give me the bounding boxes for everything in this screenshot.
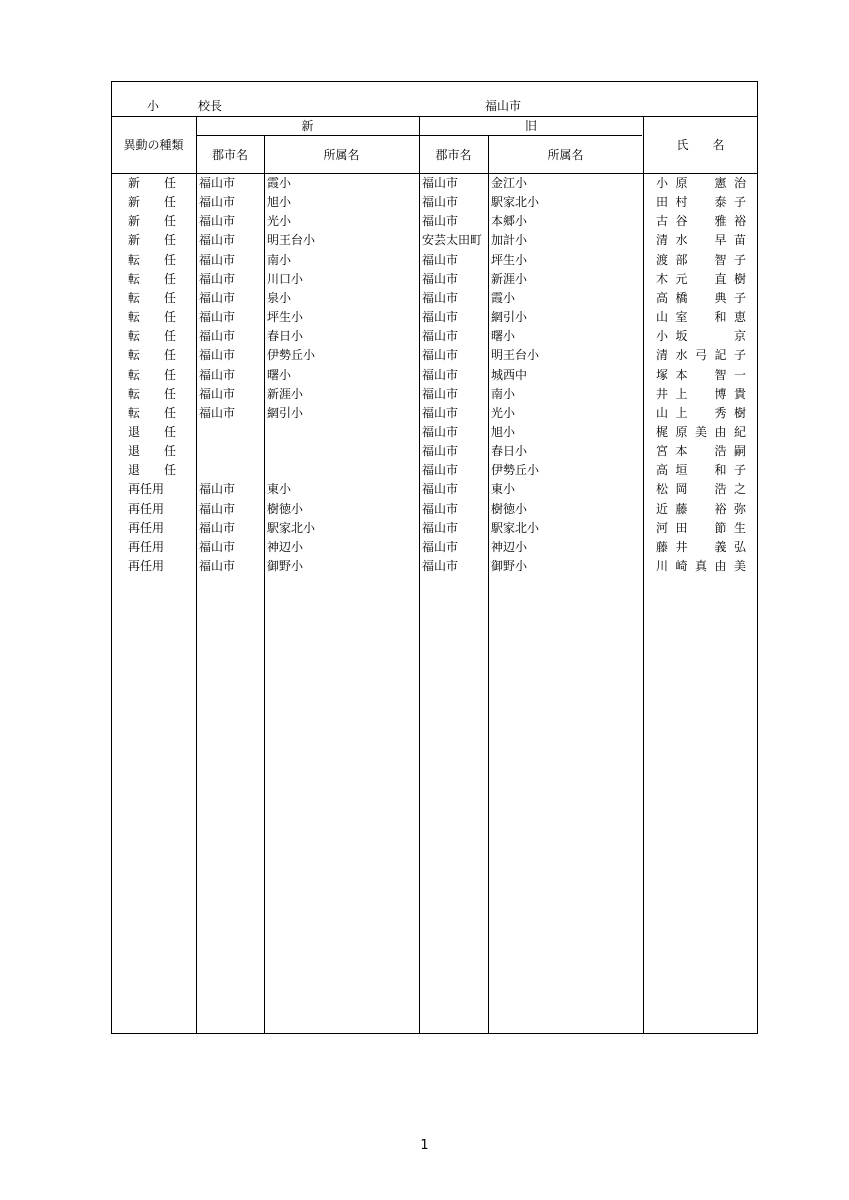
row-old-school: 御野小 bbox=[491, 559, 528, 573]
row-old-city: 福山市 bbox=[422, 405, 459, 420]
row-old-city: 福山市 bbox=[422, 424, 459, 439]
row-new-school: 霞小 bbox=[267, 176, 292, 190]
row-old-school: 旭小 bbox=[491, 424, 516, 439]
row-old-city: 福山市 bbox=[422, 252, 459, 267]
row-type: 再任用 bbox=[128, 539, 165, 554]
page-number: 1 bbox=[420, 1138, 429, 1153]
old-header: 旧 bbox=[524, 119, 537, 133]
row-name: 渡 部 智 子 bbox=[655, 252, 746, 267]
row-name: 宮 本 浩 嗣 bbox=[655, 444, 746, 459]
row-new-city: 福山市 bbox=[199, 214, 236, 229]
row-name: 木 元 直 樹 bbox=[655, 271, 746, 286]
row-new-school: 旭小 bbox=[267, 195, 292, 210]
row-new-city: 福山市 bbox=[199, 290, 236, 305]
row-type: 退 任 bbox=[128, 424, 177, 439]
row-type: 転 任 bbox=[128, 329, 177, 344]
row-old-city: 安芸太田町 bbox=[422, 233, 483, 248]
row-new-city: 福山市 bbox=[199, 386, 236, 401]
row-type: 再任用 bbox=[128, 501, 165, 516]
row-new-city: 福山市 bbox=[199, 329, 236, 344]
school-level-label: 小 bbox=[147, 99, 160, 113]
row-type: 転 任 bbox=[128, 348, 177, 363]
row-new-city: 福山市 bbox=[199, 348, 236, 363]
row-new-city: 福山市 bbox=[199, 501, 236, 516]
row-old-school: 加計小 bbox=[491, 233, 528, 248]
row-old-city: 福山市 bbox=[422, 176, 459, 190]
row-new-school: 春日小 bbox=[267, 329, 304, 344]
row-new-city: 福山市 bbox=[199, 559, 236, 573]
row-new-city: 福山市 bbox=[199, 233, 236, 248]
row-old-school: 東小 bbox=[491, 482, 516, 497]
row-new-school: 伊勢丘小 bbox=[267, 348, 316, 363]
row-new-school: 樹徳小 bbox=[267, 501, 304, 516]
col-divider-new-old bbox=[419, 116, 420, 1034]
row-old-city: 福山市 bbox=[422, 290, 459, 305]
row-new-school: 曙小 bbox=[267, 367, 292, 382]
row-new-city: 福山市 bbox=[199, 195, 236, 210]
row-new-city: 福山市 bbox=[199, 482, 236, 497]
row-new-school: 御野小 bbox=[267, 559, 304, 573]
row-old-school: 南小 bbox=[491, 386, 516, 401]
row-old-school: 金江小 bbox=[491, 176, 528, 190]
row-name: 松 岡 浩 之 bbox=[655, 482, 746, 497]
row-name: 山 上 秀 樹 bbox=[655, 405, 746, 420]
row-old-school: 樹徳小 bbox=[491, 501, 528, 516]
city-label: 福山市 bbox=[485, 99, 522, 113]
row-new-city: 福山市 bbox=[199, 271, 236, 286]
row-name: 塚 本 智 一 bbox=[655, 367, 746, 382]
row-new-city: 福山市 bbox=[199, 367, 236, 382]
row-old-school: 城西中 bbox=[491, 367, 528, 382]
row-new-school: 光小 bbox=[267, 214, 292, 229]
row-type: 退 任 bbox=[128, 463, 177, 478]
row-type: 新 任 bbox=[128, 195, 177, 210]
row-type: 再任用 bbox=[128, 520, 165, 535]
row-old-school: 曙小 bbox=[491, 329, 516, 344]
row-type: 新 任 bbox=[128, 176, 177, 190]
row-old-school: 本郷小 bbox=[491, 214, 528, 229]
col-divider-old-city bbox=[488, 135, 489, 1034]
row-type: 転 任 bbox=[128, 405, 177, 420]
new-district-header: 郡市名 bbox=[211, 148, 248, 162]
heading-divider bbox=[111, 116, 758, 117]
row-type: 新 任 bbox=[128, 233, 177, 248]
new-affiliation-header: 所属名 bbox=[323, 148, 360, 162]
row-old-city: 福山市 bbox=[422, 444, 459, 459]
row-old-school: 新涯小 bbox=[491, 271, 528, 286]
old-affiliation-header: 所属名 bbox=[547, 148, 584, 162]
row-type: 転 任 bbox=[128, 367, 177, 382]
row-name: 山 室 和 恵 bbox=[655, 310, 746, 325]
row-old-school: 坪生小 bbox=[491, 252, 528, 267]
row-name: 梶 原 美 由 紀 bbox=[655, 424, 746, 439]
row-old-school: 駅家北小 bbox=[491, 195, 540, 210]
row-type: 転 任 bbox=[128, 310, 177, 325]
row-old-school: 伊勢丘小 bbox=[491, 463, 540, 478]
row-old-school: 駅家北小 bbox=[491, 520, 540, 535]
row-name: 河 田 節 生 bbox=[655, 520, 746, 535]
row-old-city: 福山市 bbox=[422, 271, 459, 286]
row-old-city: 福山市 bbox=[422, 214, 459, 229]
row-name: 高 垣 和 子 bbox=[655, 463, 746, 478]
col-divider-type bbox=[196, 116, 197, 1034]
row-name: 清 水 早 苗 bbox=[655, 233, 746, 248]
row-old-city: 福山市 bbox=[422, 501, 459, 516]
row-new-city: 福山市 bbox=[199, 520, 236, 535]
row-type: 転 任 bbox=[128, 252, 177, 267]
row-name: 井 上 博 貴 bbox=[655, 386, 746, 401]
row-type: 転 任 bbox=[128, 290, 177, 305]
old-district-header: 郡市名 bbox=[435, 148, 472, 162]
name-header: 氏 名 bbox=[676, 138, 725, 152]
row-new-school: 川口小 bbox=[267, 271, 304, 286]
row-new-school: 坪生小 bbox=[267, 310, 304, 325]
row-old-city: 福山市 bbox=[422, 520, 459, 535]
row-new-school: 泉小 bbox=[267, 290, 292, 305]
row-new-school: 神辺小 bbox=[267, 539, 304, 554]
col-divider-name bbox=[643, 116, 644, 1034]
row-old-school: 光小 bbox=[491, 405, 516, 420]
row-type: 転 任 bbox=[128, 271, 177, 286]
row-old-city: 福山市 bbox=[422, 463, 459, 478]
row-old-city: 福山市 bbox=[422, 539, 459, 554]
row-name: 藤 井 義 弘 bbox=[655, 539, 746, 554]
row-type: 再任用 bbox=[128, 482, 165, 497]
row-new-city: 福山市 bbox=[199, 405, 236, 420]
row-old-city: 福山市 bbox=[422, 329, 459, 344]
row-type: 新 任 bbox=[128, 214, 177, 229]
position-label: 校長 bbox=[198, 99, 223, 113]
row-old-school: 網引小 bbox=[491, 310, 528, 325]
row-new-city: 福山市 bbox=[199, 252, 236, 267]
row-new-city: 福山市 bbox=[199, 310, 236, 325]
row-old-city: 福山市 bbox=[422, 482, 459, 497]
row-new-school: 駅家北小 bbox=[267, 520, 316, 535]
row-name: 小 坂 京 bbox=[655, 329, 746, 344]
new-header: 新 bbox=[301, 119, 314, 133]
row-old-city: 福山市 bbox=[422, 348, 459, 363]
row-old-school: 春日小 bbox=[491, 444, 528, 459]
type-header: 異動の種類 bbox=[123, 138, 184, 152]
row-new-school: 東小 bbox=[267, 482, 292, 497]
row-name: 小 原 憲 治 bbox=[655, 176, 746, 190]
row-old-school: 神辺小 bbox=[491, 539, 528, 554]
row-new-school: 明王台小 bbox=[267, 233, 316, 248]
row-new-school: 網引小 bbox=[267, 405, 304, 420]
row-old-city: 福山市 bbox=[422, 310, 459, 325]
row-old-city: 福山市 bbox=[422, 367, 459, 382]
row-name: 近 藤 裕 弥 bbox=[655, 501, 746, 516]
row-new-city: 福山市 bbox=[199, 539, 236, 554]
row-new-city: 福山市 bbox=[199, 176, 236, 190]
row-name: 田 村 泰 子 bbox=[655, 195, 746, 210]
row-old-school: 明王台小 bbox=[491, 348, 540, 363]
row-name: 川 崎 真 由 美 bbox=[655, 559, 746, 573]
row-name: 高 橋 典 子 bbox=[655, 290, 746, 305]
row-type: 退 任 bbox=[128, 444, 177, 459]
row-type: 再任用 bbox=[128, 559, 165, 573]
row-old-city: 福山市 bbox=[422, 195, 459, 210]
row-new-school: 新涯小 bbox=[267, 386, 304, 401]
row-name: 清 水 弓 記 子 bbox=[655, 348, 746, 363]
row-old-school: 霞小 bbox=[491, 290, 516, 305]
row-new-school: 南小 bbox=[267, 252, 292, 267]
row-old-city: 福山市 bbox=[422, 386, 459, 401]
row-name: 古 谷 雅 裕 bbox=[655, 214, 746, 229]
row-old-city: 福山市 bbox=[422, 559, 459, 573]
col-divider-new-city bbox=[264, 135, 265, 1034]
row-type: 転 任 bbox=[128, 386, 177, 401]
